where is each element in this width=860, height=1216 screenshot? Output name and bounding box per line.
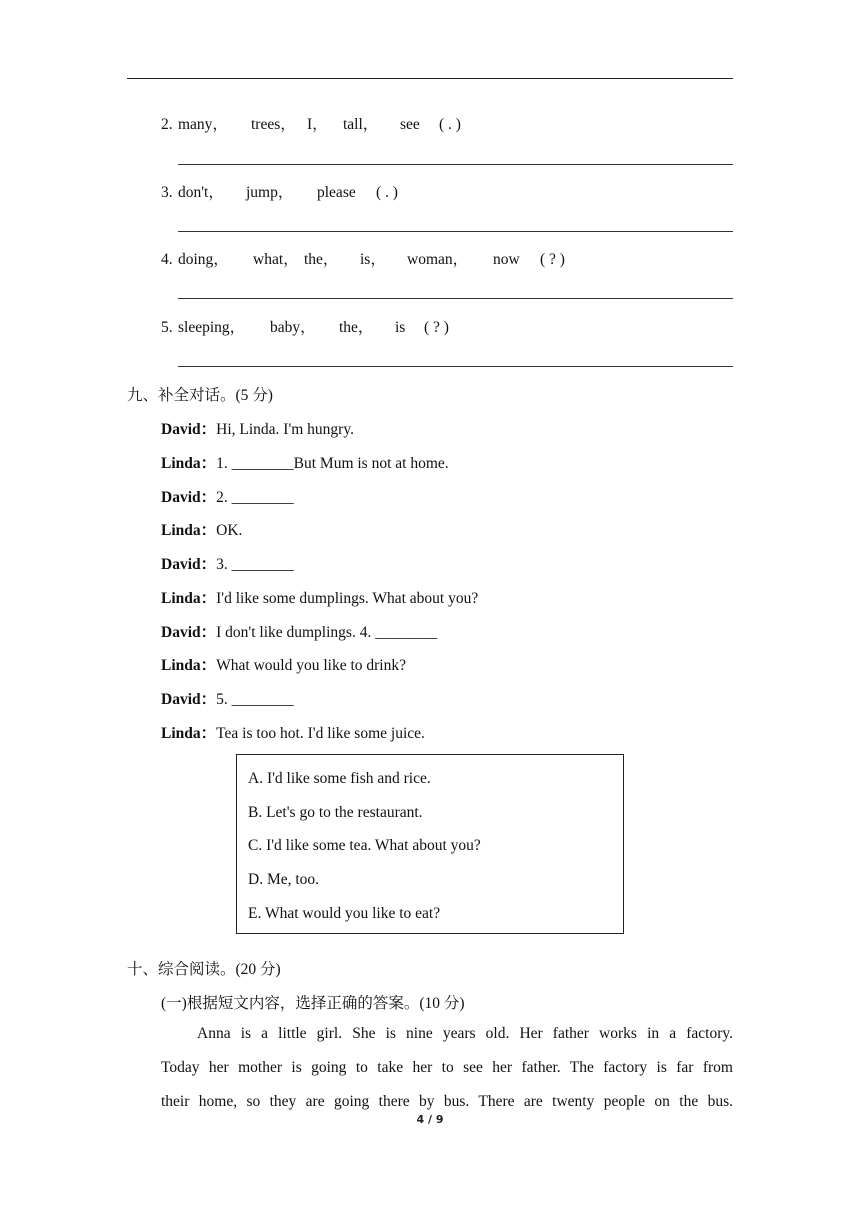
- answer-line[interactable]: [178, 366, 733, 367]
- header-rule: [127, 78, 733, 79]
- dialogue-line: [161, 451, 449, 473]
- rearrange-item-3: [161, 180, 398, 202]
- rearrange-item-5: [161, 315, 449, 337]
- utterance: What would you like to drink?: [216, 657, 406, 674]
- end-punctuation: ( . ): [439, 116, 461, 133]
- dialogue-line: [161, 485, 294, 507]
- option-c: C. I'd like some tea. What about you?: [248, 837, 481, 854]
- option-d: D. Me, too.: [248, 871, 320, 888]
- word: tall，: [343, 116, 379, 133]
- word: I，: [307, 116, 328, 133]
- word: don't，: [178, 184, 224, 201]
- speaker: David：: [161, 556, 217, 573]
- word: now: [493, 251, 520, 268]
- utterance: OK.: [216, 522, 243, 539]
- answer-line[interactable]: [178, 298, 733, 299]
- word: is，: [360, 251, 386, 268]
- item-number: 5.: [161, 319, 173, 336]
- word: see: [400, 116, 420, 133]
- word: what，: [253, 251, 299, 268]
- end-punctuation: ( ? ): [540, 251, 565, 268]
- word: doing，: [178, 251, 229, 268]
- utterance: 5. ________: [216, 691, 294, 708]
- speaker: David：: [161, 691, 217, 708]
- dialogue-line: [161, 552, 294, 574]
- speaker: David：: [161, 421, 217, 438]
- utterance: Tea is too hot. I'd like some juice.: [216, 725, 425, 742]
- speaker: Linda：: [161, 725, 217, 742]
- answer-line[interactable]: [178, 164, 733, 165]
- dialogue-line: [161, 417, 354, 439]
- speaker: Linda：: [161, 657, 217, 674]
- word: jump，: [246, 184, 294, 201]
- word: the，: [339, 319, 374, 336]
- word: baby，: [270, 319, 316, 336]
- item-number: 3.: [161, 184, 173, 201]
- utterance: I don't like dumplings. 4. ________: [216, 624, 438, 641]
- options-box: [236, 754, 624, 934]
- word: the，: [304, 251, 339, 268]
- utterance: 3. ________: [216, 556, 294, 573]
- section-10-title: 十、综合阅读。(20 分): [127, 961, 281, 978]
- word: please: [317, 184, 356, 201]
- word: is: [395, 319, 406, 336]
- dialogue-line: [161, 518, 242, 540]
- answer-line[interactable]: [178, 231, 733, 232]
- word: sleeping，: [178, 319, 246, 336]
- word: trees，: [251, 116, 296, 133]
- rearrange-item-2: [161, 112, 461, 134]
- option-a: A. I'd like some fish and rice.: [248, 770, 431, 787]
- utterance: I'd like some dumplings. What about you?: [216, 590, 479, 607]
- page-number: 4 / 9: [416, 1113, 444, 1126]
- word: many，: [178, 116, 228, 133]
- part-1-instruction: (一)根据短文内容，选择正确的答案。(10 分): [161, 995, 465, 1012]
- dialogue-line: [161, 687, 294, 709]
- section-9-title: 九、补全对话。(5 分): [127, 387, 273, 404]
- item-number: 4.: [161, 251, 173, 268]
- dialogue-line: [161, 586, 478, 608]
- end-punctuation: ( . ): [376, 184, 398, 201]
- passage-line: their home, so they are going there by bus. There are twenty people on the bus.: [161, 1093, 733, 1110]
- rearrange-item-4: [161, 247, 565, 269]
- dialogue-line: [161, 620, 437, 642]
- utterance: Hi, Linda. I'm hungry.: [216, 421, 354, 438]
- dialogue-line: [161, 721, 425, 743]
- word: woman，: [407, 251, 469, 268]
- option-e: E. What would you like to eat?: [248, 905, 441, 922]
- speaker: Linda：: [161, 590, 217, 607]
- item-number: 2.: [161, 116, 173, 133]
- speaker: David：: [161, 624, 217, 641]
- speaker: Linda：: [161, 522, 217, 539]
- speaker: David：: [161, 489, 217, 506]
- utterance: 2. ________: [216, 489, 294, 506]
- option-b: B. Let's go to the restaurant.: [248, 804, 423, 821]
- dialogue-line: [161, 653, 406, 675]
- passage-line: Today her mother is going to take her to see her father. The factory is far from: [161, 1059, 733, 1076]
- passage-line: Anna is a little girl. She is nine years old. Her father works in a factory.: [197, 1025, 733, 1042]
- speaker: Linda：: [161, 455, 217, 472]
- utterance: 1. ________But Mum is not at home.: [216, 455, 449, 472]
- end-punctuation: ( ? ): [424, 319, 449, 336]
